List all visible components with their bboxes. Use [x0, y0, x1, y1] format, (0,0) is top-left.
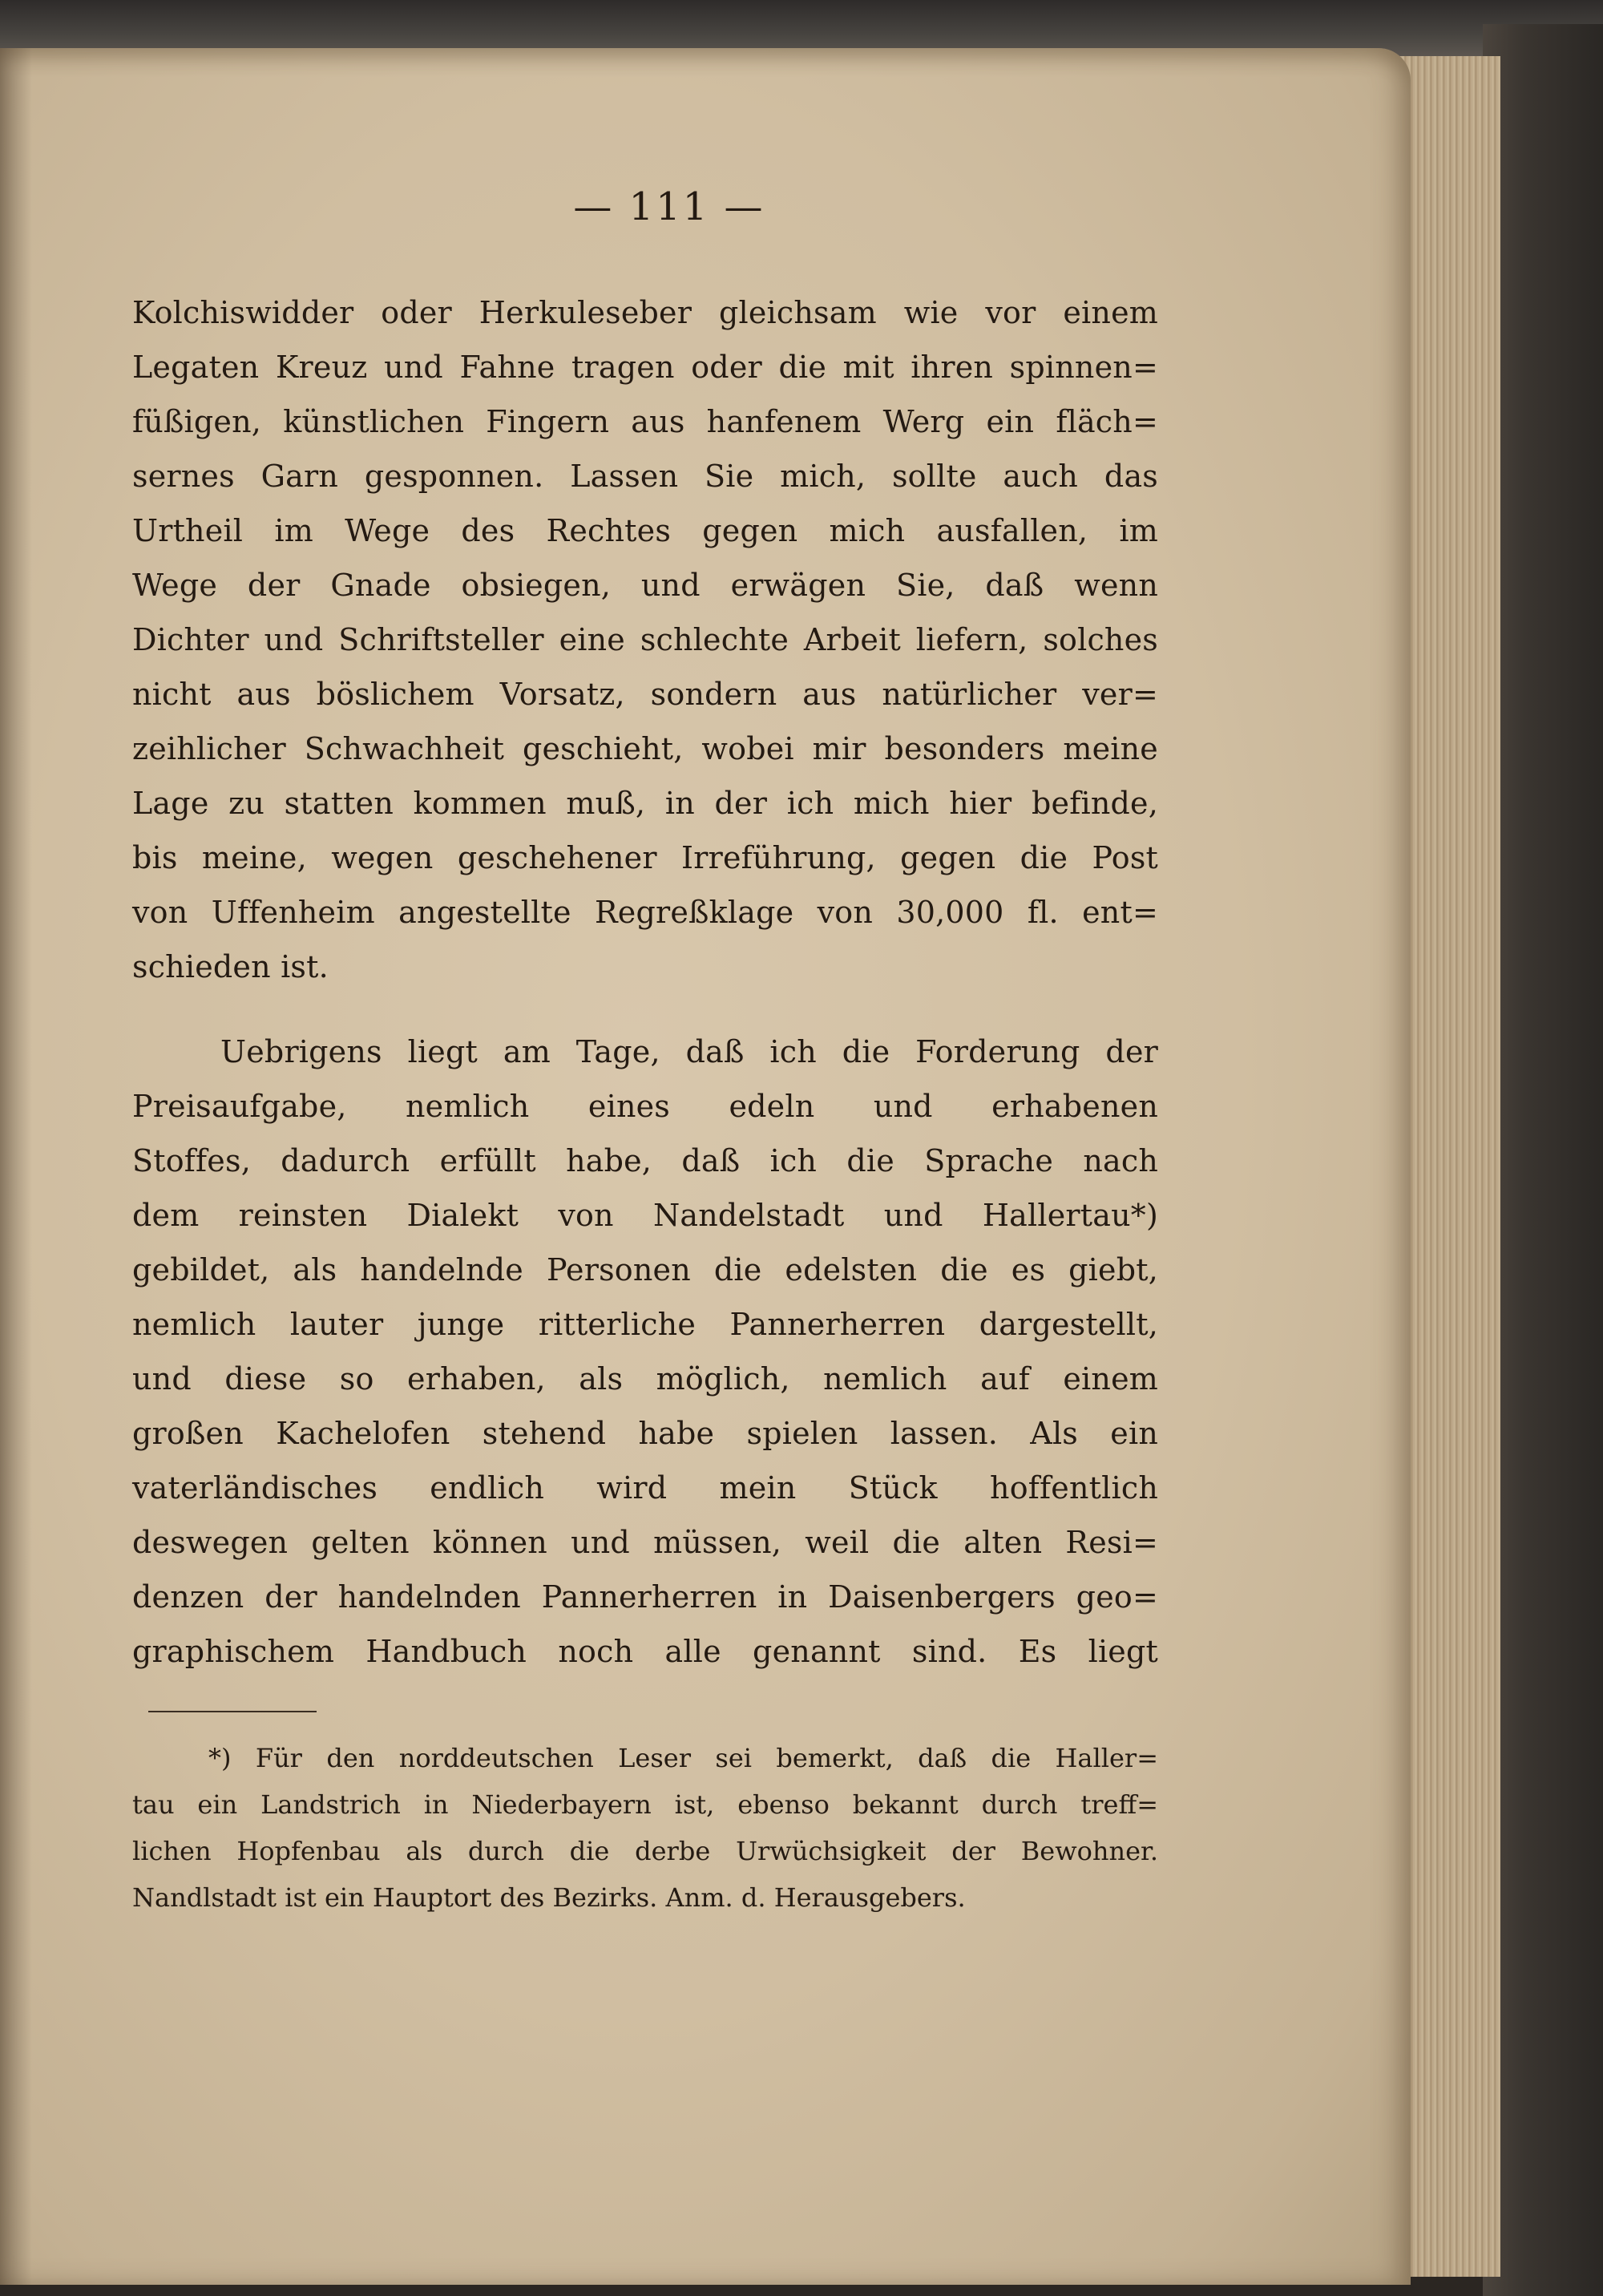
text-line: füßigen, künstlichen Fingern aus hanfenem Werg ein fläch=	[132, 404, 1158, 439]
text-line: großen Kachelofen stehend habe spielen lassen. Als ein	[132, 1416, 1158, 1451]
paragraph-2	[132, 1025, 1158, 1679]
text-line: nicht aus böslichem Vorsatz, sondern aus natürlicher ver=	[132, 677, 1158, 712]
footnote-line: lichen Hopfenbau als durch die derbe Urwüchsigkeit der Bewohner.	[132, 1836, 1158, 1866]
text-line: deswegen gelten können und müssen, weil die alten Resi=	[132, 1525, 1158, 1560]
text-line: bis meine, wegen geschehener Irreführung, gegen die Post	[132, 840, 1158, 875]
text-line: Lage zu statten kommen muß, in der ich mich hier befinde,	[132, 786, 1158, 821]
text-line: nemlich lauter junge ritterliche Pannerherren dargestellt,	[132, 1307, 1158, 1342]
paragraph-1	[132, 285, 1158, 994]
footnote-divider	[148, 1711, 317, 1712]
text-line: und diese so erhaben, als möglich, nemlich auf einem	[132, 1361, 1158, 1397]
paragraph-gap	[132, 994, 1158, 1025]
footnote-line: *) Für den norddeutschen Leser sei bemerkt, daß die Haller=	[208, 1743, 1158, 1773]
book-page	[0, 48, 1411, 2285]
text-line: Dichter und Schriftsteller eine schlechte Arbeit liefern, solches	[132, 622, 1158, 657]
text-line: zeihlicher Schwachheit geschieht, wobei mir besonders meine	[132, 731, 1158, 766]
text-line: denzen der handelnden Pannerherren in Daisenbergers geo=	[132, 1579, 1158, 1615]
text-line: Uebrigens liegt am Tage, daß ich die Forderung der	[220, 1034, 1158, 1069]
text-line: Wege der Gnade obsiegen, und erwägen Sie, daß wenn	[132, 568, 1158, 603]
text-line: graphischem Handbuch noch alle genannt sind. Es liegt	[132, 1634, 1158, 1669]
text-line: dem reinsten Dialekt von Nandelstadt und Hallertau*)	[132, 1198, 1158, 1233]
footnote-line: tau ein Landstrich in Niederbayern ist, ebenso bekannt durch treff=	[132, 1789, 1158, 1820]
text-line: von Uffenheim angestellte Regreßklage von 30,000 fl. ent=	[132, 895, 1158, 930]
text-line: Urtheil im Wege des Rechtes gegen mich ausfallen, im	[132, 513, 1158, 548]
text-line: Preisaufgabe, nemlich eines edeln und erhabenen	[132, 1089, 1158, 1124]
text-line: schieden ist.	[132, 949, 329, 984]
footnote	[132, 1735, 1158, 1921]
text-line: gebildet, als handelnde Personen die edelsten die es giebt,	[132, 1252, 1158, 1287]
footnote-line: Nandlstadt ist ein Hauptort des Bezirks. Anm. d. Herausgebers.	[132, 1882, 966, 1913]
text-line: vaterländisches endlich wird mein Stück hoffentlich	[132, 1470, 1158, 1506]
text-line: Legaten Kreuz und Fahne tragen oder die mit ihren spinnen=	[132, 350, 1158, 385]
text-line: Kolchiswidder oder Herkuleseber gleichsam wie vor einem	[132, 295, 1158, 330]
text-line: Stoffes, dadurch erfüllt habe, daß ich die Sprache nach	[132, 1143, 1158, 1178]
spine-shadow	[0, 48, 32, 2285]
page-number: — 111 —	[573, 184, 765, 229]
text-block	[132, 184, 1158, 1921]
book-cover-edge	[1483, 24, 1603, 2296]
text-line: sernes Garn gesponnen. Lassen Sie mich, sollte auch das	[132, 459, 1158, 494]
